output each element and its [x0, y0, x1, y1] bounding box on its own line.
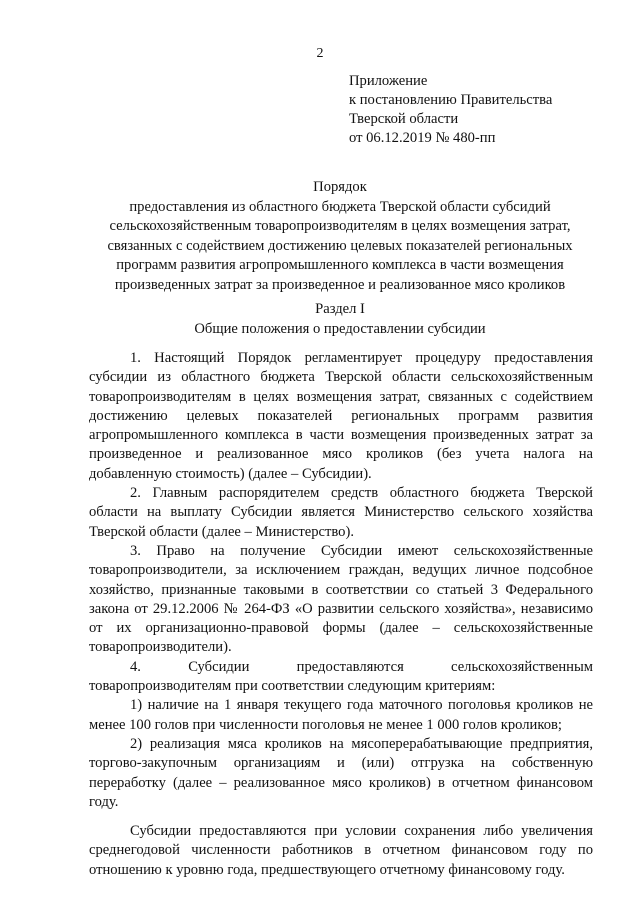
- paragraph: 2. Главным распорядителем средств областного бюджета Тверской области на выплату Субсидии является Министерство сельского хозяйства Тверской области (далее – Министерство).: [89, 485, 593, 540]
- document-body: [89, 349, 593, 880]
- paragraph: 3. Право на получение Субсидии имеют сельскохозяйственные товаропроизводители, за исключением граждан, ведущих личное подсобное хозяйство, признанные таковыми в соответствии со статьей 3 Федерального закона от 29.12.2006 № 264-ФЗ «О развитии сельского хозяйства», независимо от их организационно-правовой формы (далее – сельскохозяйственные товаропроизводители).: [89, 542, 593, 656]
- title-line: предоставления из областного бюджета Тверской области субсидий: [129, 198, 551, 215]
- paragraph: Субсидии предоставляются при условии сохранения либо увеличения среднегодовой численности работников в отчетном финансовом году по отношению к уровню года, предшествующего отчетному финансовому году.: [89, 823, 593, 878]
- section-heading: [90, 300, 590, 339]
- title-line: программ развития агропромышленного комплекса в части возмещения: [116, 257, 564, 273]
- paragraph: 2) реализация мяса кроликов на мясоперерабатывающие предприятия, торгово-закупочным организациям и (или) отгрузка на собственную переработку (далее – реализованное мясо кроликов) в отчетном финансовом году.: [89, 735, 593, 810]
- appendix-line: от 06.12.2019 № 480-пп: [349, 130, 496, 146]
- paragraph: 1. Настоящий Порядок регламентирует процедуру предоставления субсидии из областного бюджета Тверской области сельскохозяйственным товаропроизводителям в целях возмещения затрат, связанных с содействием достижению целевых показателей региональных программ развития агропромышленного комплекса в части возмещения произведенных затрат за произведенное и реализованное мясо кроликов (без учета налога на добавленную стоимость) (далее – Субсидии).: [89, 350, 593, 482]
- appendix-line: Приложение: [349, 73, 428, 89]
- appendix-line: Тверской области: [349, 111, 459, 127]
- title-line: сельскохозяйственным товаропроизводителям в целях возмещения затрат,: [109, 218, 571, 234]
- appendix-block: [349, 72, 552, 148]
- title-line: связанных с содействием достижению целевых показателей региональных: [107, 237, 573, 254]
- section-number: Раздел I: [315, 301, 365, 317]
- appendix-line: к постановлению Правительства: [349, 92, 553, 108]
- page-number: 2: [316, 46, 324, 61]
- title-line: произведенных затрат за произведенное и реализованное мясо кроликов: [114, 276, 566, 293]
- document-title: [90, 178, 590, 295]
- paragraph: 4. Субсидии предоставляются сельскохозяйственным товаропроизводителям при соответствии следующим критериям:: [89, 658, 593, 695]
- section-name: Общие положения о предоставлении субсидии: [194, 320, 486, 337]
- paragraph: 1) наличие на 1 января текущего года маточного поголовья кроликов не менее 100 голов при численности поголовья не менее 1 000 голов кроликов;: [89, 697, 593, 733]
- title-heading: Порядок: [313, 179, 367, 195]
